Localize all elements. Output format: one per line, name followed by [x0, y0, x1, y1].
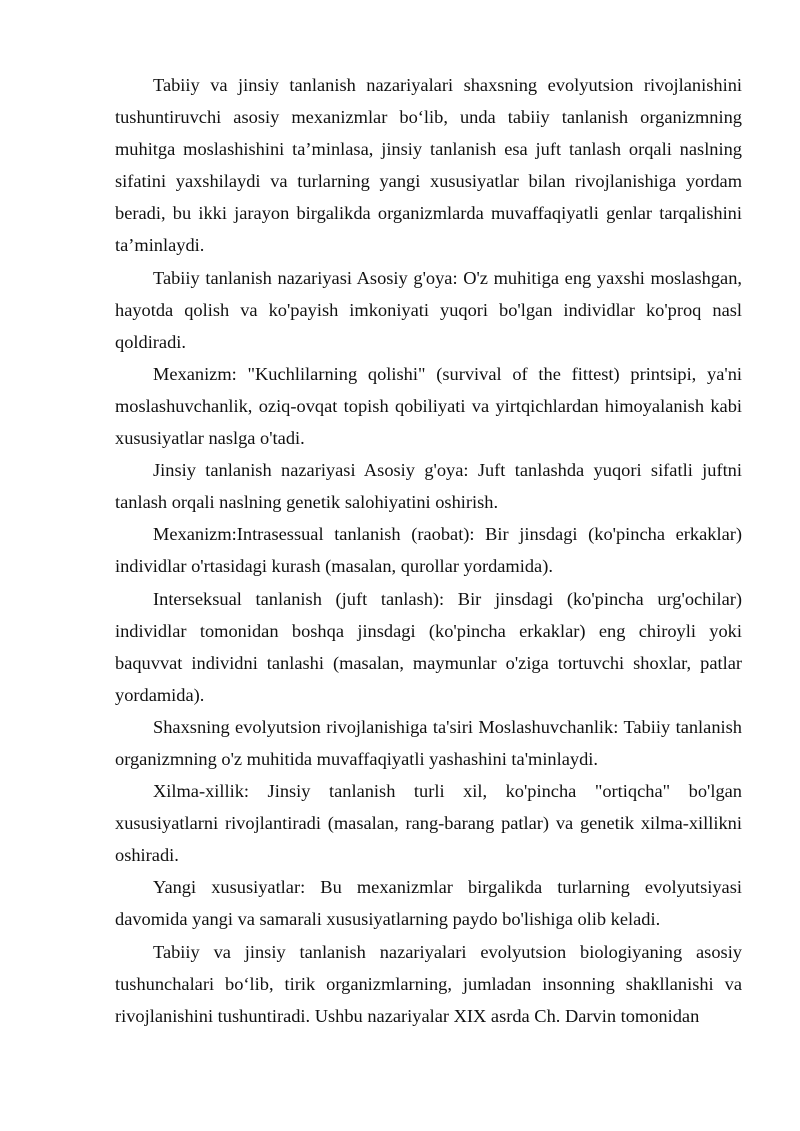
paragraph-new-traits: Yangi xususiyatlar: Bu mexanizmlar birgalikda turlarning evolyutsiyasi davomida yangi va samarali xususiyatlarning paydo bo'lishiga olib keladi.: [115, 877, 742, 930]
document-body: [115, 69, 742, 1032]
paragraph-intersexual-selection: Interseksual tanlanish (juft tanlash): Bir jinsdagi (ko'pincha urg'ochilar) individlar tomonidan boshqa jinsdagi (ko'pincha erkaklar) eng chiroyli yoki baquvvat individni tanlashi (masalan, maymunlar o'ziga tortuvchi shoxlar, patlar yordamida).: [115, 588, 742, 705]
paragraph-diversity: Xilma-xillik: Jinsiy tanlanish turli xil, ko'pincha "ortiqcha" bo'lgan xususiyatlarni rivojlantiradi (masalan, rang-barang patlar) va genetik xilma-xillikni oshiradi.: [115, 781, 742, 866]
paragraph-natural-selection-idea: Tabiiy tanlanish nazariyasi Asosiy g'oya: O'z muhitiga eng yaxshi moslashgan, hayotda qolish va ko'payish imkoniyati yuqori bo'lgan individlar ko'proq nasl qoldiradi.: [115, 267, 742, 352]
paragraph-adaptability: Shaxsning evolyutsion rivojlanishiga ta'siri Moslashuvchanlik: Tabiiy tanlanish organizmning o'z muhitida muvaffaqiyatli yashashini ta'minlaydi.: [115, 716, 742, 769]
paragraph-intrasexual-selection: Mexanizm:Intrasessual tanlanish (raobat): Bir jinsdagi (ko'pincha erkaklar) individlar o'rtasidagi kurash (masalan, qurollar yordamida).: [115, 524, 742, 577]
paragraph-darwin-theories: Tabiiy va jinsiy tanlanish nazariyalari evolyutsion biologiyaning asosiy tushunchalari bo‘lib, tirik organizmlarning, jumladan insonning shakllanishi va rivojlanishini tushuntiradi. Ushbu nazariyalar XIX asrda Ch. Darvin tomonidan: [115, 941, 742, 1026]
paragraph-natural-selection-mechanism: Mexanizm: "Kuchlilarning qolishi" (survival of the fittest) printsipi, ya'ni moslashuvchanlik, oziq-ovqat topish qobiliyati va yirtqichlardan himoyalanish kabi xususiyatlar naslga o'tadi.: [115, 363, 742, 449]
paragraph-sexual-selection-idea: Jinsiy tanlanish nazariyasi Asosiy g'oya: Juft tanlashda yuqori sifatli juftni tanlash orqali naslning genetik salohiyatini oshirish.: [115, 460, 742, 513]
paragraph-natural-sexual-selection-intro: Tabiiy va jinsiy tanlanish nazariyalari shaxsning evolyutsion rivojlanishini tushuntiruvchi asosiy mexanizmlar bo‘lib, unda tabiiy tanlanish organizmning muhitga moslashishini ta’minlasa, jinsiy tanlanish esa juft tanlash orqali naslning sifatini yaxshilaydi va turlarning yangi xususiyatlar bilan rivojlanishiga yordam beradi, bu ikki jarayon birgalikda organizmlarda muvaffaqiyatli genlar tarqalishini ta’minlaydi.: [115, 75, 742, 256]
